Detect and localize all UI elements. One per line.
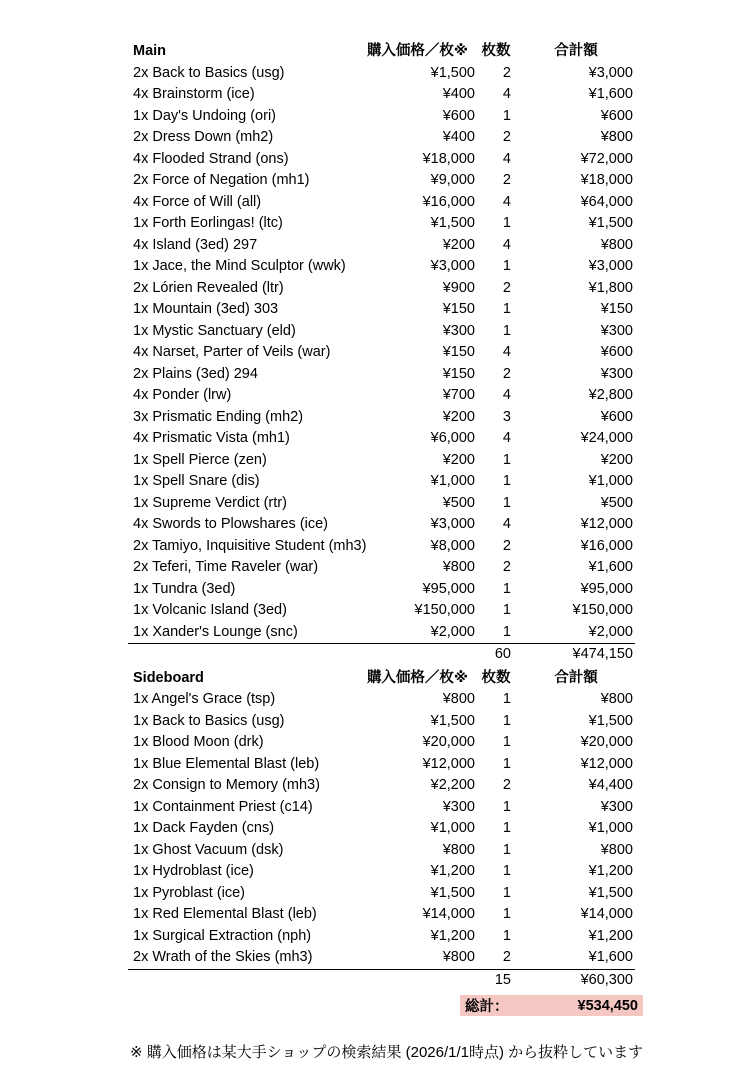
qty-column-header: 枚数 (481, 43, 511, 59)
card-total: ¥14,000 (580, 906, 633, 922)
card-price: ¥8,000 (430, 537, 475, 554)
card-name: 1x Tundra (3ed) (133, 580, 236, 597)
card-row (128, 84, 635, 106)
card-qty: 1 (502, 734, 511, 750)
card-total: ¥4,400 (588, 777, 633, 793)
card-qty: 4 (502, 387, 511, 403)
card-name: 4x Flooded Strand (ons) (133, 150, 289, 167)
card-qty: 2 (502, 537, 511, 554)
card-price: ¥18,000 (422, 150, 475, 167)
card-row (128, 861, 635, 883)
card-row (128, 622, 635, 644)
card-name: 1x Mountain (3ed) 303 (133, 301, 279, 317)
card-qty: 2 (502, 172, 511, 188)
card-qty: 4 (502, 344, 511, 360)
price-source-footnote: ※ 購入価格は某大手ショップの検索結果 (2026/1/1時点) から抜粋しています (130, 1044, 644, 1061)
card-price: ¥300 (442, 798, 475, 815)
sideboard-subtotal-amount: ¥60,300 (517, 969, 635, 991)
card-total: ¥1,600 (588, 559, 633, 575)
card-price: ¥95,000 (422, 580, 475, 597)
card-price: ¥200 (442, 236, 475, 253)
card-total: ¥18,000 (580, 172, 633, 188)
card-total: ¥200 (600, 451, 633, 468)
card-qty: 1 (502, 712, 511, 729)
card-price: ¥1,000 (430, 820, 475, 836)
card-price: ¥1,500 (430, 884, 475, 901)
card-price: ¥200 (442, 408, 475, 425)
card-total: ¥1,000 (588, 473, 633, 489)
card-name: 1x Angel's Grace (tsp) (133, 691, 276, 707)
card-qty: 1 (502, 623, 511, 640)
price-column-header: 購入価格／枚※ (366, 669, 469, 686)
card-qty: 1 (502, 755, 511, 772)
card-price: ¥800 (442, 949, 475, 965)
card-price: ¥150 (442, 301, 475, 317)
sideboard-header-row (128, 668, 635, 690)
card-total: ¥1,600 (588, 86, 633, 102)
card-qty: 1 (502, 473, 511, 489)
card-price: ¥3,000 (430, 258, 475, 274)
card-price: ¥1,200 (430, 927, 475, 944)
card-row (128, 213, 635, 235)
card-total: ¥1,600 (588, 949, 633, 965)
card-name: 2x Plains (3ed) 294 (133, 365, 258, 382)
card-total: ¥150 (600, 301, 633, 317)
card-price: ¥300 (442, 322, 475, 339)
sideboard-subtotal-row (128, 969, 635, 991)
card-qty: 4 (502, 430, 511, 446)
card-row (128, 536, 635, 558)
card-qty: 4 (502, 193, 511, 210)
card-qty: 1 (502, 863, 511, 879)
card-qty: 1 (502, 580, 511, 597)
card-total: ¥600 (600, 344, 633, 360)
card-qty: 3 (502, 408, 511, 425)
card-price: ¥20,000 (422, 734, 475, 750)
card-qty: 4 (502, 236, 511, 253)
card-price: ¥800 (442, 559, 475, 575)
card-name: 2x Back to Basics (usg) (133, 64, 285, 81)
card-total: ¥800 (600, 129, 633, 145)
card-total: ¥150,000 (572, 602, 633, 618)
card-total: ¥600 (600, 107, 633, 124)
card-name: 4x Ponder (lrw) (133, 387, 232, 403)
card-row (128, 514, 635, 536)
card-name: 4x Prismatic Vista (mh1) (133, 430, 290, 446)
card-qty: 2 (502, 279, 511, 296)
card-qty: 2 (502, 559, 511, 575)
card-row (128, 557, 635, 579)
total-column-header: 合計額 (554, 669, 598, 686)
card-row (128, 364, 635, 386)
card-total: ¥500 (600, 494, 633, 511)
main-subtotal-row (128, 644, 635, 666)
card-price: ¥800 (442, 691, 475, 707)
card-name: 1x Ghost Vacuum (dsk) (133, 841, 284, 858)
card-total: ¥1,500 (588, 884, 633, 901)
card-name: 4x Narset, Parter of Veils (war) (133, 344, 331, 360)
card-qty: 1 (502, 906, 511, 922)
card-price: ¥3,000 (430, 516, 475, 532)
card-price: ¥1,500 (430, 215, 475, 231)
sideboard-section-title: Sideboard (133, 669, 204, 686)
card-qty: 1 (502, 927, 511, 944)
card-price: ¥900 (442, 279, 475, 296)
card-price: ¥1,200 (430, 863, 475, 879)
card-row (128, 947, 635, 969)
card-total: ¥800 (600, 691, 633, 707)
card-row (128, 385, 635, 407)
card-row (128, 840, 635, 862)
card-row (128, 711, 635, 733)
card-price: ¥200 (442, 451, 475, 468)
card-row (128, 754, 635, 776)
card-price: ¥2,200 (430, 777, 475, 793)
card-row (128, 600, 635, 622)
card-total: ¥1,500 (588, 215, 633, 231)
card-name: 4x Brainstorm (ice) (133, 86, 255, 102)
card-total: ¥600 (600, 408, 633, 425)
card-name: 2x Lórien Revealed (ltr) (133, 279, 284, 296)
card-qty: 1 (502, 301, 511, 317)
card-name: 4x Swords to Plowshares (ice) (133, 516, 329, 532)
card-qty: 2 (502, 365, 511, 382)
card-row (128, 235, 635, 257)
card-total: ¥12,000 (580, 755, 633, 772)
card-row (128, 170, 635, 192)
card-row (128, 106, 635, 128)
card-row (128, 471, 635, 493)
card-total: ¥12,000 (580, 516, 633, 532)
card-qty: 1 (502, 820, 511, 836)
card-row (128, 428, 635, 450)
main-deck-table (128, 41, 635, 666)
card-name: 1x Spell Pierce (zen) (133, 451, 267, 468)
main-section-title: Main (133, 43, 167, 59)
card-qty: 1 (502, 884, 511, 901)
card-qty: 2 (502, 64, 511, 81)
card-name: 1x Red Elemental Blast (leb) (133, 906, 317, 922)
card-name: 2x Consign to Memory (mh3) (133, 777, 320, 793)
card-price: ¥12,000 (422, 755, 475, 772)
card-name: 1x Mystic Sanctuary (eld) (133, 322, 296, 339)
card-qty: 1 (502, 798, 511, 815)
card-price: ¥9,000 (430, 172, 475, 188)
main-header-row (128, 41, 635, 63)
card-price: ¥14,000 (422, 906, 475, 922)
card-total: ¥300 (600, 798, 633, 815)
card-row (128, 818, 635, 840)
card-name: 1x Forth Eorlingas! (ltc) (133, 215, 283, 231)
card-row (128, 904, 635, 926)
card-price: ¥1,500 (430, 64, 475, 81)
card-price: ¥1,000 (430, 473, 475, 489)
sideboard-table (128, 668, 635, 992)
card-price: ¥400 (442, 129, 475, 145)
grand-total-amount: ¥534,450 (577, 997, 638, 1014)
card-qty: 1 (502, 215, 511, 231)
card-name: 2x Dress Down (mh2) (133, 129, 274, 145)
card-name: 4x Island (3ed) 297 (133, 236, 258, 253)
grand-total-row (460, 995, 643, 1016)
card-row (128, 299, 635, 321)
card-name: 1x Volcanic Island (3ed) (133, 602, 287, 618)
card-qty: 1 (502, 602, 511, 618)
card-total: ¥300 (600, 365, 633, 382)
card-qty: 2 (502, 777, 511, 793)
card-name: 2x Wrath of the Skies (mh3) (133, 949, 313, 965)
card-row (128, 127, 635, 149)
card-total: ¥1,000 (588, 820, 633, 836)
card-name: 1x Spell Snare (dis) (133, 473, 260, 489)
card-row (128, 278, 635, 300)
card-name: 1x Back to Basics (usg) (133, 712, 285, 729)
card-name: 1x Day's Undoing (ori) (133, 107, 276, 124)
qty-column-header: 枚数 (481, 669, 511, 686)
card-row (128, 579, 635, 601)
card-qty: 1 (502, 841, 511, 858)
grand-total-label: 総計： (465, 999, 509, 1015)
card-price: ¥600 (442, 107, 475, 124)
card-qty: 1 (502, 691, 511, 707)
card-total: ¥800 (600, 236, 633, 253)
card-total: ¥3,000 (588, 64, 633, 81)
card-total: ¥95,000 (580, 580, 633, 597)
card-name: 4x Force of Will (all) (133, 193, 262, 210)
total-column-header: 合計額 (554, 43, 598, 59)
card-total: ¥3,000 (588, 258, 633, 274)
card-price: ¥500 (442, 494, 475, 511)
card-row (128, 342, 635, 364)
card-price: ¥400 (442, 86, 475, 102)
card-qty: 1 (502, 322, 511, 339)
card-row (128, 63, 635, 85)
main-subtotal-qty: 60 (475, 644, 517, 666)
card-row (128, 450, 635, 472)
card-name: 1x Surgical Extraction (nph) (133, 927, 312, 944)
card-row (128, 321, 635, 343)
price-column-header: 購入価格／枚※ (366, 43, 469, 59)
card-price: ¥150,000 (414, 602, 475, 618)
card-price: ¥6,000 (430, 430, 475, 446)
card-total: ¥1,500 (588, 712, 633, 729)
card-name: 3x Prismatic Ending (mh2) (133, 408, 304, 425)
deck-price-sheet (128, 41, 644, 1063)
card-total: ¥1,200 (588, 927, 633, 944)
card-qty: 1 (502, 494, 511, 511)
card-name: 1x Blood Moon (drk) (133, 734, 264, 750)
card-price: ¥150 (442, 365, 475, 382)
card-qty: 2 (502, 129, 511, 145)
card-price: ¥1,500 (430, 712, 475, 729)
card-row (128, 256, 635, 278)
card-price: ¥2,000 (430, 623, 475, 640)
card-row (128, 149, 635, 171)
card-total: ¥16,000 (580, 537, 633, 554)
card-total: ¥800 (600, 841, 633, 858)
card-name: 1x Supreme Verdict (rtr) (133, 494, 287, 511)
card-row (128, 797, 635, 819)
card-name: 1x Hydroblast (ice) (133, 863, 254, 879)
card-row (128, 689, 635, 711)
card-qty: 1 (502, 258, 511, 274)
card-name: 1x Pyroblast (ice) (133, 884, 246, 901)
card-qty: 4 (502, 86, 511, 102)
card-row (128, 775, 635, 797)
card-row (128, 926, 635, 948)
card-qty: 4 (502, 150, 511, 167)
card-name: 2x Tamiyo, Inquisitive Student (mh3) (133, 537, 367, 554)
card-name: 2x Teferi, Time Raveler (war) (133, 559, 319, 575)
card-name: 1x Dack Fayden (cns) (133, 820, 275, 836)
card-total: ¥20,000 (580, 734, 633, 750)
card-row (128, 192, 635, 214)
card-qty: 4 (502, 516, 511, 532)
card-total: ¥1,200 (588, 863, 633, 879)
card-row (128, 883, 635, 905)
card-price: ¥150 (442, 344, 475, 360)
sideboard-subtotal-qty: 15 (475, 969, 517, 991)
card-name: 2x Force of Negation (mh1) (133, 172, 310, 188)
card-qty: 2 (502, 949, 511, 965)
card-name: 1x Containment Priest (c14) (133, 798, 313, 815)
card-row (128, 732, 635, 754)
card-total: ¥72,000 (580, 150, 633, 167)
card-row (128, 407, 635, 429)
card-total: ¥2,800 (588, 387, 633, 403)
card-total: ¥2,000 (588, 623, 633, 640)
card-qty: 1 (502, 451, 511, 468)
card-price: ¥16,000 (422, 193, 475, 210)
card-price: ¥800 (442, 841, 475, 858)
main-subtotal-amount: ¥474,150 (517, 644, 635, 666)
card-name: 1x Jace, the Mind Sculptor (wwk) (133, 258, 346, 274)
card-total: ¥24,000 (580, 430, 633, 446)
card-total: ¥64,000 (580, 193, 633, 210)
card-row (128, 493, 635, 515)
card-total: ¥300 (600, 322, 633, 339)
card-price: ¥700 (442, 387, 475, 403)
card-name: 1x Blue Elemental Blast (leb) (133, 755, 320, 772)
card-total: ¥1,800 (588, 279, 633, 296)
card-name: 1x Xander's Lounge (snc) (133, 623, 298, 640)
card-qty: 1 (502, 107, 511, 124)
